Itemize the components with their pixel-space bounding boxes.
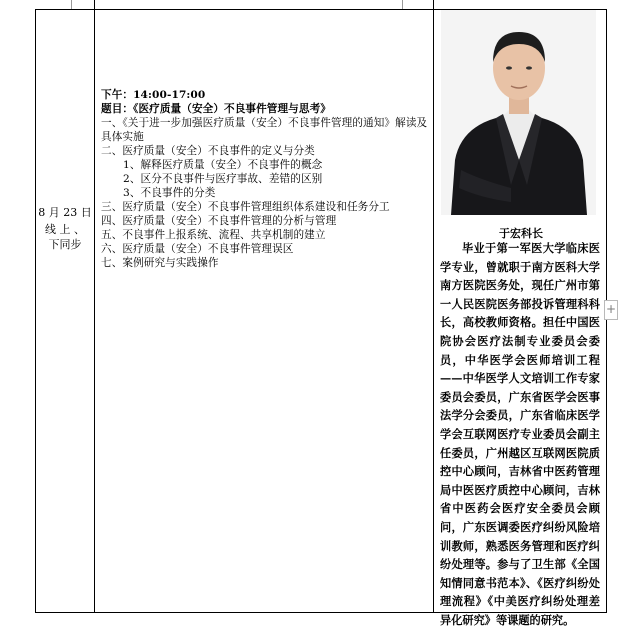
agenda-time: 下午：14:00-17:00 <box>101 89 206 101</box>
agenda-subitem: 2、区分不良事件与医疗事故、差错的区别 <box>123 173 323 185</box>
date-cell <box>36 205 94 252</box>
agenda-subitem: 1、解释医疗质量（安全）不良事件的概念 <box>123 159 323 171</box>
session-mode: 线 上 、 <box>45 223 85 236</box>
agenda-cell <box>101 88 431 270</box>
column-divider-content <box>433 9 434 613</box>
agenda-item: 三、医疗质量（安全）不良事件管理组织体系建设和任务分工 <box>101 201 390 213</box>
speaker-photo <box>441 10 596 215</box>
agenda-subitem: 3、不良事件的分类 <box>123 187 216 199</box>
prev-row-tick <box>71 0 72 9</box>
agenda-item: 七、案例研究与实践操作 <box>101 257 219 269</box>
session-date: 8 月 23 日 <box>38 206 92 219</box>
prev-row-tick <box>402 0 403 9</box>
speaker-name: 于宏科长 <box>499 227 543 240</box>
agenda-item: 二、医疗质量（安全）不良事件的定义与分类 <box>101 145 315 157</box>
agenda-item: 六、医疗质量（安全）不良事件管理误区 <box>101 243 294 255</box>
agenda-topic: 题目：《医疗质量（安全）不良事件管理与思考》 <box>101 103 331 115</box>
column-divider-date <box>94 9 95 613</box>
agenda-item: 四、医疗质量（安全）不良事件管理的分析与管理 <box>101 215 337 227</box>
prev-row-tick <box>94 0 95 9</box>
agenda-item: 一、《关于进一步加强医疗质量（安全）不良事件管理的通知》解读及具体实施 <box>101 117 428 143</box>
speaker-bio: 毕业于第一军医大学临床医学专业，曾就职于南方医科大学南方医院医务处，现任广州市第一人民医院医务部投诉管理科科长，高校教师资格。担任中国医院协会医疗法制专业委员会委员，中华医学会医师培训工程——中华医学人文培训工作专家委员会委员，广东省医学会医事法学分会委员，广东省临床医学学会互联网医疗专业委员会副主任委员，广州越区互联网医院质控中心顾问，吉林省中医药管理局中医医疗质控中心顾问，吉林省中医药会医疗安全委员会顾问，广东医调委医疗纠纷风险培训教师，熟悉医务管理和医疗纠纷处理等。参与了卫生部《全国知情同意书范本》、《医疗纠纷处理流程》《中美医疗纠纷处理差异化研究》等课题的研究。 <box>440 241 600 627</box>
prev-row-tick <box>433 0 434 9</box>
add-button[interactable]: + <box>604 300 618 320</box>
agenda-item: 五、不良事件上报系统、流程、共享机制的建立 <box>101 229 326 241</box>
session-mode-cont: 下同步 <box>48 238 82 251</box>
